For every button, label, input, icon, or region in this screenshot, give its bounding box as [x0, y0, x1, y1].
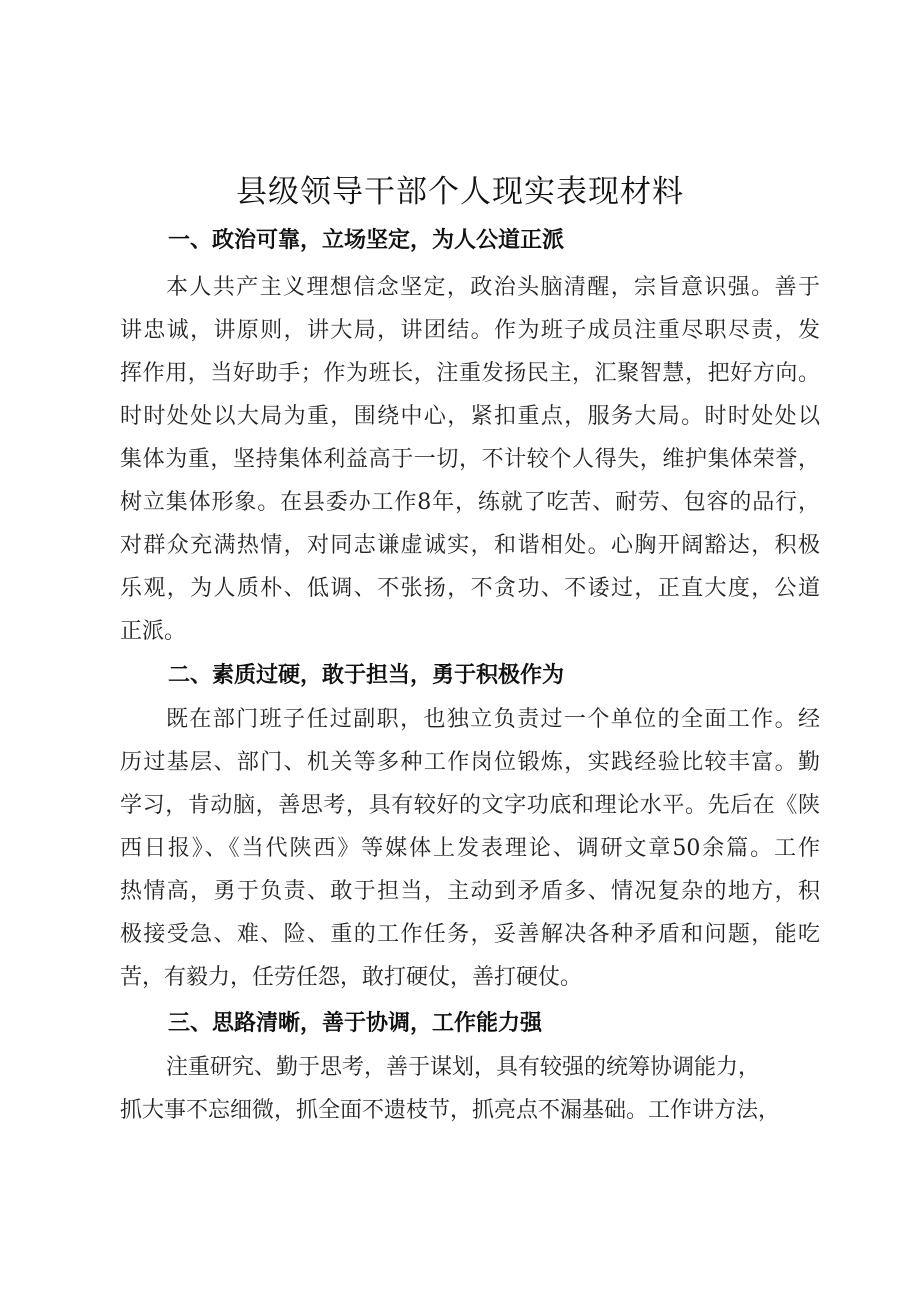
body-line: 抓大事不忘细微，抓全面不遗枝节，抓亮点不漏基础。工作讲方法， — [120, 1098, 781, 1123]
body-line: 热情高，勇于负责、敢于担当，主动到矛盾多、情况复杂的地方，积 — [120, 879, 820, 904]
body-line: 本人共产主义理想信念坚定，政治头脑清醒，宗旨意识强。善于 — [166, 275, 820, 300]
section-body-3 — [120, 1046, 820, 1132]
body-line: 学习，肯动脑，善思考，具有较好的文字功底和理论水平。先后在《陕 — [120, 793, 820, 818]
body-line: 苦，有毅力，任劳任怨，敢打硬仗，善打硬仗。 — [120, 965, 583, 990]
section-heading-1: 一、政治可靠，立场坚定，为人公道正派 — [168, 228, 565, 253]
body-line: 挥作用，当好助手；作为班长，注重发扬民主，汇聚智慧，把好方向。 — [120, 361, 820, 386]
section-heading-3: 三、思路清晰，善于协调，工作能力强 — [168, 1011, 543, 1036]
section-body-2 — [120, 698, 820, 999]
body-line: 历过基层、部门、机关等多种工作岗位锻炼，实践经验比较丰富。勤 — [120, 750, 820, 775]
body-line: 集体为重，坚持集体利益高于一切，不计较个人得失，维护集体荣誉， — [120, 447, 820, 472]
body-line: 讲忠诚，讲原则，讲大局，讲团结。作为班子成员注重尽职尽责，发 — [120, 318, 820, 343]
body-line: 树立集体形象。在县委办工作8年，练就了吃苦、耐劳、包容的品行， — [120, 490, 820, 515]
document-title: 县级领导干部个人现实表现材料 — [236, 174, 684, 210]
section-body-1 — [120, 266, 820, 653]
body-line: 注重研究、勤于思考，善于谋划，具有较强的统筹协调能力， — [166, 1055, 761, 1080]
body-line: 西日报》、《当代陕西》等媒体上发表理论、调研文章50余篇。工作 — [120, 836, 820, 861]
body-line: 乐观，为人质朴、低调、不张扬，不贪功、不诿过，正直大度，公道 — [120, 576, 820, 601]
body-line: 正派。 — [120, 619, 187, 644]
section-heading-2: 二、素质过硬，敢于担当，勇于积极作为 — [168, 663, 565, 688]
body-line: 时时处处以大局为重，围绕中心，紧扣重点，服务大局。时时处处以 — [120, 404, 820, 429]
body-line: 既在部门班子任过副职，也独立负责过一个单位的全面工作。经 — [166, 707, 820, 732]
body-line: 对群众充满热情，对同志谦虚诚实，和谐相处。心胸开阔豁达，积极 — [120, 533, 820, 558]
body-line: 极接受急、难、险、重的工作任务，妥善解决各种矛盾和问题，能吃 — [120, 922, 820, 947]
